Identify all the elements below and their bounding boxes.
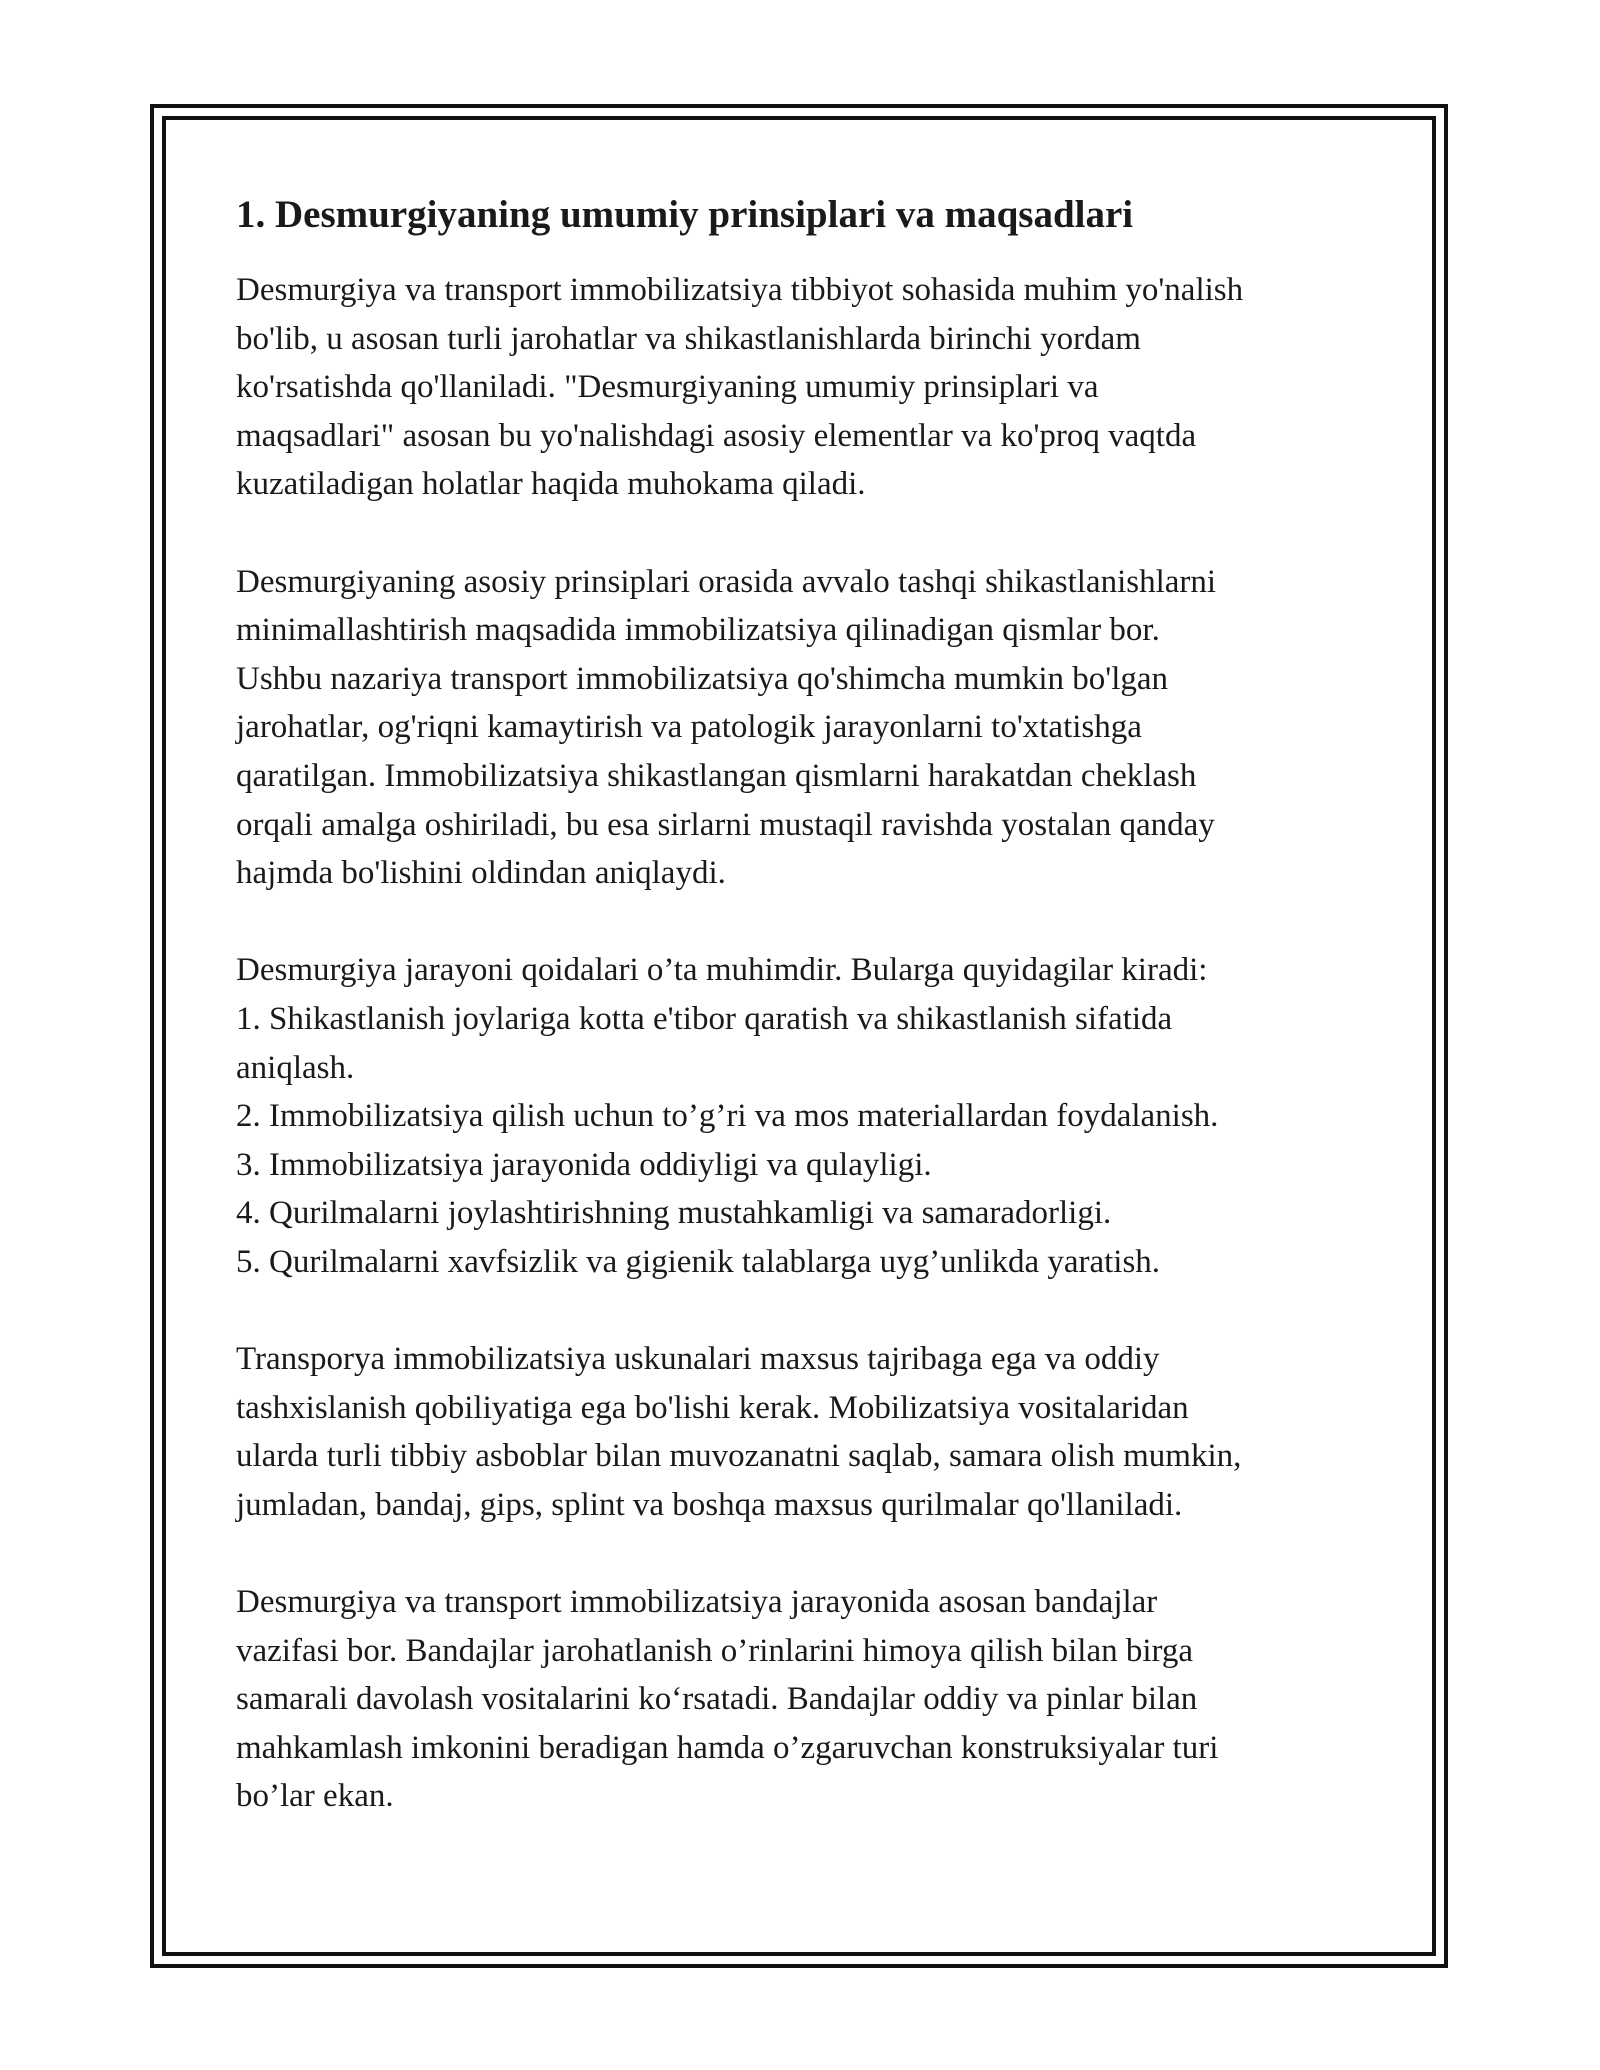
paragraph-equipment: Transporya immobilizatsiya uskunalari maxsus tajribaga ega va oddiy tashxislanish qobiliyatiga ega bo'lishi kerak. Mobilizatsiya vositalaridan ularda turli tibbiy asboblar bilan muvozanatni saqlab, samara olish mumkin, jumladan, bandaj, gips, splint va boshqa maxsus qurilmalar qo'llaniladi. xyxy=(236,1341,1242,1523)
rules-intro: Desmurgiya jarayoni qoidalari o’ta muhimdir. Bularga quyidagilar kiradi: xyxy=(236,952,1208,989)
paragraph-intro: Desmurgiya va transport immobilizatsiya tibbiyot sohasida muhim yo'nalish bo'lib, u asosan turli jarohatlar va shikastlanishlarda birinchi yordam ko'rsatishda qo'llaniladi. "Desmurgiyaning umumiy prinsiplari va maqsadlari" asosan bu yo'nalishdagi asosiy elementlar va ko'proq vaqtda kuzatiladigan holatlar haqida muhokama qiladi. xyxy=(236,272,1244,503)
rule-item-4: 4. Qurilmalarni joylashtirishning mustahkamligi va samaradorligi. xyxy=(236,1195,1112,1232)
rule-item-3: 3. Immobilizatsiya jarayonida oddiyligi va qulayligi. xyxy=(236,1146,932,1183)
rule-item-5: 5. Qurilmalarni xavfsizlik va gigienik talablarga uyg’unlikda yaratish. xyxy=(236,1243,1161,1280)
rule-item-1: 1. Shikastlanish joylariga kotta e'tibor qaratish va shikastlanish sifatida aniqlash. xyxy=(236,1000,1173,1086)
paragraph-principles: Desmurgiyaning asosiy prinsiplari orasida avvalo tashqi shikastlanishlarni minimallashtirish maqsadida immobilizatsiya qilinadigan qismlar bor. Ushbu nazariya transport immobilizatsiya qo'shimcha mumkin bo'lgan jarohatlar, og'riqni kamaytirish va patologik jarayonlarni to'xtatishga qaratilgan. Immobilizatsiya shikastlangan qismlarni harakatdan cheklash orqali amalga oshiriladi, bu esa sirlarni mustaqil ravishda yostalan qanday hajmda bo'lishini oldindan aniqlaydi. xyxy=(236,563,1217,892)
rules-list xyxy=(236,946,1376,1286)
document-body xyxy=(236,190,1376,1870)
paragraph-bandages: Desmurgiya va transport immobilizatsiya jarayonida asosan bandajlar vazifasi bor. Bandajlar jarohatlanish o’rinlarini himoya qilish bilan birga samarali davolash vositalarini ko‘rsatadi. Bandajlar oddiy va pinlar bilan mahkamlash imkonini beradigan hamda o’zgaruvchan konstruksiyalar turi bo’lar ekan. xyxy=(236,1584,1219,1815)
section-heading: 1. Desmurgiyaning umumiy prinsiplari va maqsadlari xyxy=(236,193,1134,236)
rule-item-2: 2. Immobilizatsiya qilish uchun to’g’ri va mos materiallardan foydalanish. xyxy=(236,1098,1219,1135)
